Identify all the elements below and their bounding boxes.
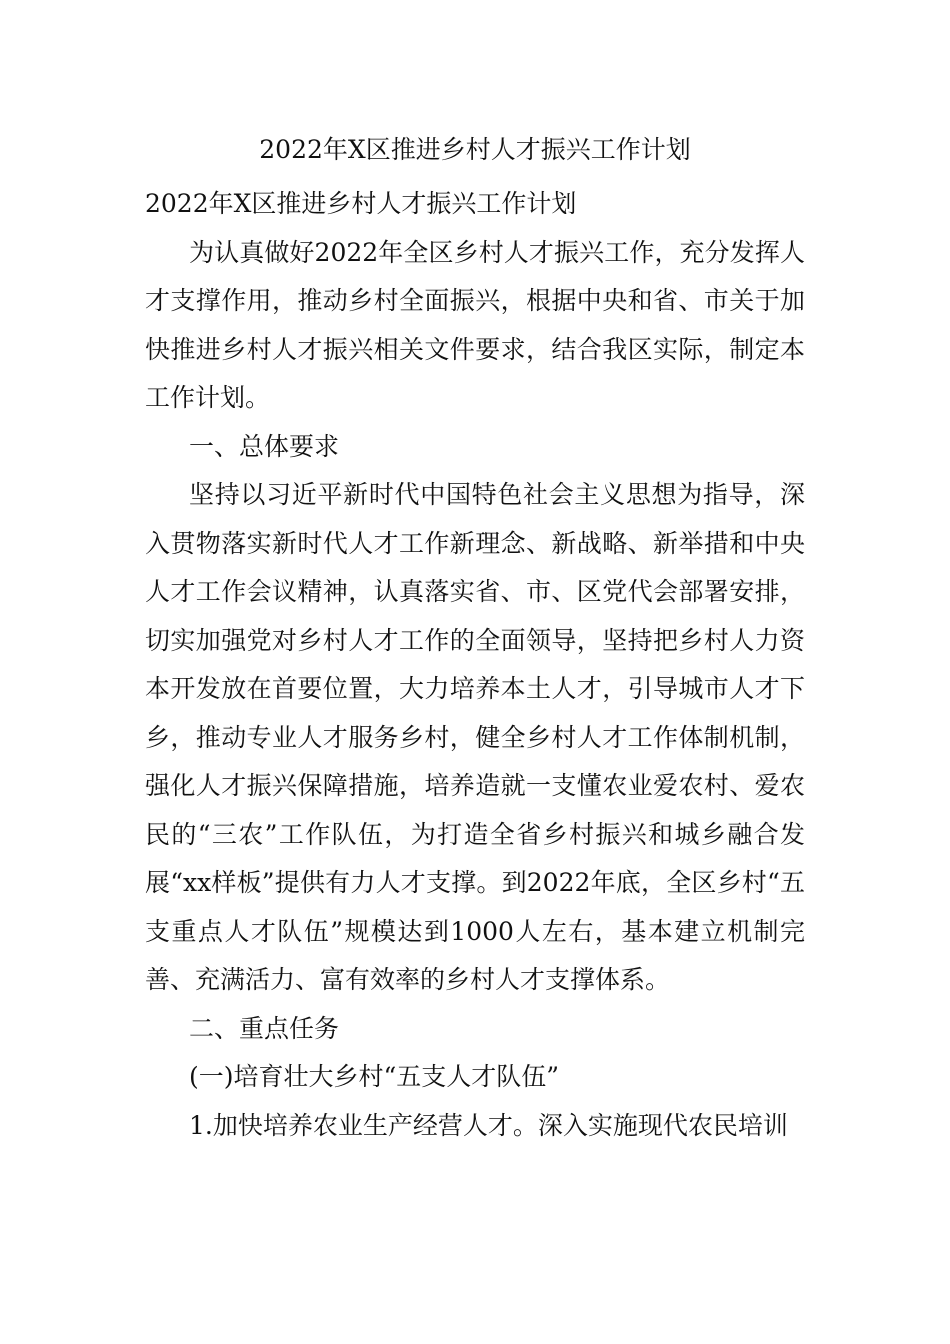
section-heading-general-requirements: 一、总体要求 — [189, 431, 340, 461]
document-subtitle: 2022年X区推进乡村人才振兴工作计划 — [145, 189, 577, 218]
general-requirements-paragraph: 坚持以习近平新时代中国特色社会主义思想为指导，深入贯物落实新时代人才工作新理念、新战略、新举措和中央人才工作会议精神，认真落实省、市、区党代会部署安排，切实加强党对乡村人才工作的全面领导，坚持把乡村人力资本开发放在首要位置，大力培养本土人才，引导城市人才下乡，推动专业人才服务乡村，健全乡村人才工作体制机制，强化人才振兴保障措施，培养造就一支懂农业爱农村、爱农民的“三农”工作队伍，为打造全省乡村振兴和城乡融合发展“xx样板”提供有力人才支撑。到2022年底，全区乡村“五支重点人才队伍”规模达到1000人左右，基本建立机制完善、充满活力、富有效率的乡村人才支撑体系。 — [145, 480, 805, 994]
subsection-heading-talent-teams: (一)培育壮大乡村“五支人才队伍” — [189, 1062, 560, 1091]
document-body — [145, 180, 805, 1150]
item-paragraph-1: 1.加快培养农业生产经营人才。深入实施现代农民培训 — [189, 1110, 788, 1140]
intro-paragraph: 为认真做好2022年全区乡村人才振兴工作，充分发挥人才支撑作用，推动乡村全面振兴，根据中央和省、市关于加快推进乡村人才振兴相关文件要求，结合我区实际，制定本工作计划。 — [145, 237, 805, 412]
section-heading-key-tasks: 二、重点任务 — [189, 1013, 340, 1043]
document-title: 2022年X区推进乡村人才振兴工作计划 — [259, 135, 691, 164]
